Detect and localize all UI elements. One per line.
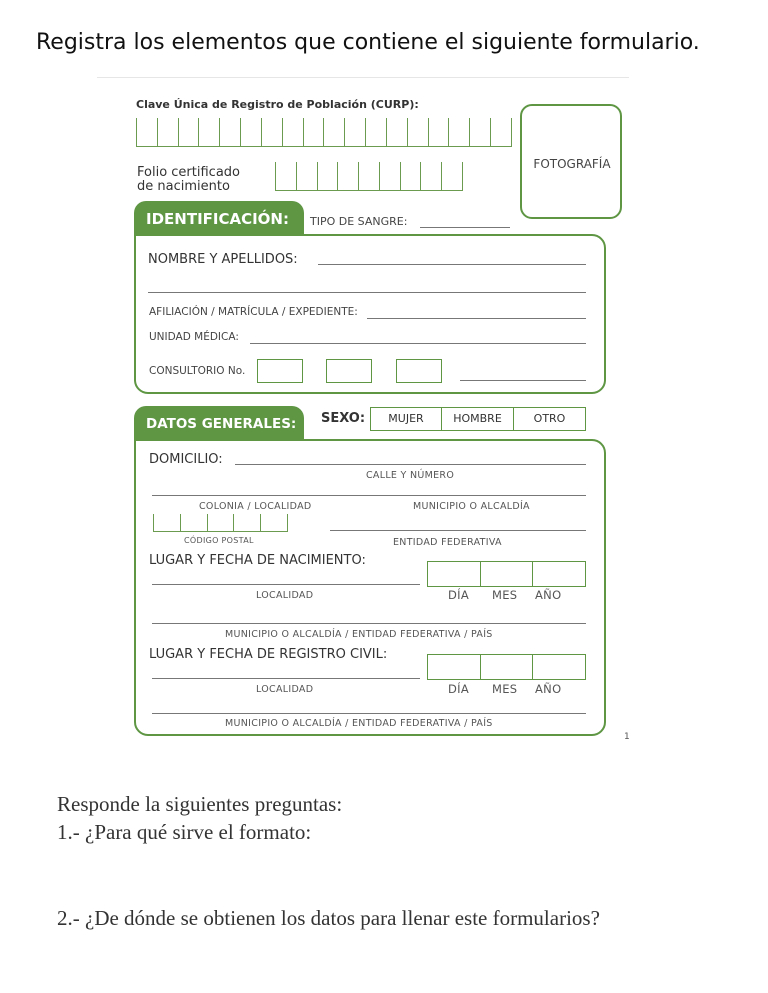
- folio-label-line1: Folio certificado: [137, 165, 240, 180]
- name-line-2: [148, 292, 586, 293]
- birth-month-caption: MES: [492, 588, 518, 602]
- registry-day-caption: DÍA: [448, 682, 470, 696]
- office-box-2: [326, 359, 372, 383]
- registry-month-caption: MES: [492, 682, 518, 696]
- blood-type-label: TIPO DE SANGRE:: [310, 215, 408, 228]
- blood-type-line: [420, 227, 510, 228]
- sex-label: SEXO:: [321, 411, 366, 426]
- page-number: 1: [624, 732, 631, 742]
- office-line: [460, 380, 586, 381]
- name-label: NOMBRE Y APELLIDOS:: [148, 252, 298, 267]
- folio-label: [137, 166, 240, 194]
- question-2: 2.- ¿De dónde se obtienen los datos para llenar este formularios?: [57, 906, 600, 930]
- registry-muni-caption: MUNICIPIO O ALCALDÍA / ENTIDAD FEDERATIVA / PAÍS: [225, 718, 493, 729]
- affiliation-line: [367, 318, 586, 319]
- registry-locality-caption: LOCALIDAD: [256, 684, 314, 695]
- registry-year-caption: AÑO: [535, 682, 562, 696]
- state-caption: ENTIDAD FEDERATIVA: [393, 537, 502, 548]
- affiliation-label: AFILIACIÓN / MATRÍCULA / EXPEDIENTE:: [149, 306, 358, 318]
- registry-date-boxes: [427, 654, 586, 680]
- birth-year-caption: AÑO: [535, 588, 562, 602]
- colony-line: [152, 495, 586, 496]
- folio-label-line2: de nacimiento: [137, 179, 230, 194]
- state-line: [330, 530, 586, 531]
- registry-locality-line: [152, 678, 420, 679]
- sex-option-hombre: HOMBRE: [442, 407, 514, 431]
- registry-muni-line: [152, 713, 586, 714]
- sex-options: [370, 407, 586, 431]
- municipality-caption: MUNICIPIO O ALCALDÍA: [413, 501, 530, 512]
- colony-caption: COLONIA / LOCALIDAD: [199, 501, 312, 512]
- question-1: 1.- ¿Para qué sirve el formato:: [57, 820, 312, 844]
- name-line-1: [318, 264, 586, 265]
- folio-boxes: [275, 162, 463, 191]
- birth-muni-caption: MUNICIPIO O ALCALDÍA / ENTIDAD FEDERATIVA / PAÍS: [225, 629, 493, 640]
- datos-generales-tab-label: DATOS GENERALES:: [146, 416, 297, 432]
- birth-date-boxes: [427, 561, 586, 587]
- postal-code-caption: CÓDIGO POSTAL: [184, 536, 254, 545]
- curp-boxes: [136, 118, 512, 147]
- worksheet-heading: Registra los elementos que contiene el siguiente formulario.: [36, 30, 700, 55]
- medical-unit-label: UNIDAD MÉDICA:: [149, 331, 239, 343]
- domicilio-line: [235, 464, 586, 465]
- birth-day-caption: DÍA: [448, 588, 470, 602]
- office-box-3: [396, 359, 442, 383]
- birth-label: LUGAR Y FECHA DE NACIMIENTO:: [149, 553, 366, 568]
- medical-unit-line: [250, 343, 586, 344]
- identificacion-tab-label: IDENTIFICACIÓN:: [146, 210, 289, 228]
- curp-label: Clave Única de Registro de Población (CURP):: [136, 98, 419, 111]
- birth-muni-line: [152, 623, 586, 624]
- birth-locality-line: [152, 584, 420, 585]
- postal-code-boxes: [153, 514, 288, 532]
- registry-label: LUGAR Y FECHA DE REGISTRO CIVIL:: [149, 647, 388, 662]
- sex-option-mujer: MUJER: [370, 407, 442, 431]
- photo-label: FOTOGRAFÍA: [533, 157, 611, 171]
- questions-intro: Responde la siguientes preguntas:: [57, 792, 343, 816]
- street-caption: CALLE Y NÚMERO: [366, 470, 455, 481]
- office-label: CONSULTORIO No.: [149, 365, 246, 377]
- office-box-1: [257, 359, 303, 383]
- domicilio-label: DOMICILIO:: [149, 452, 223, 467]
- sex-option-otro: OTRO: [514, 407, 586, 431]
- birth-locality-caption: LOCALIDAD: [256, 590, 314, 601]
